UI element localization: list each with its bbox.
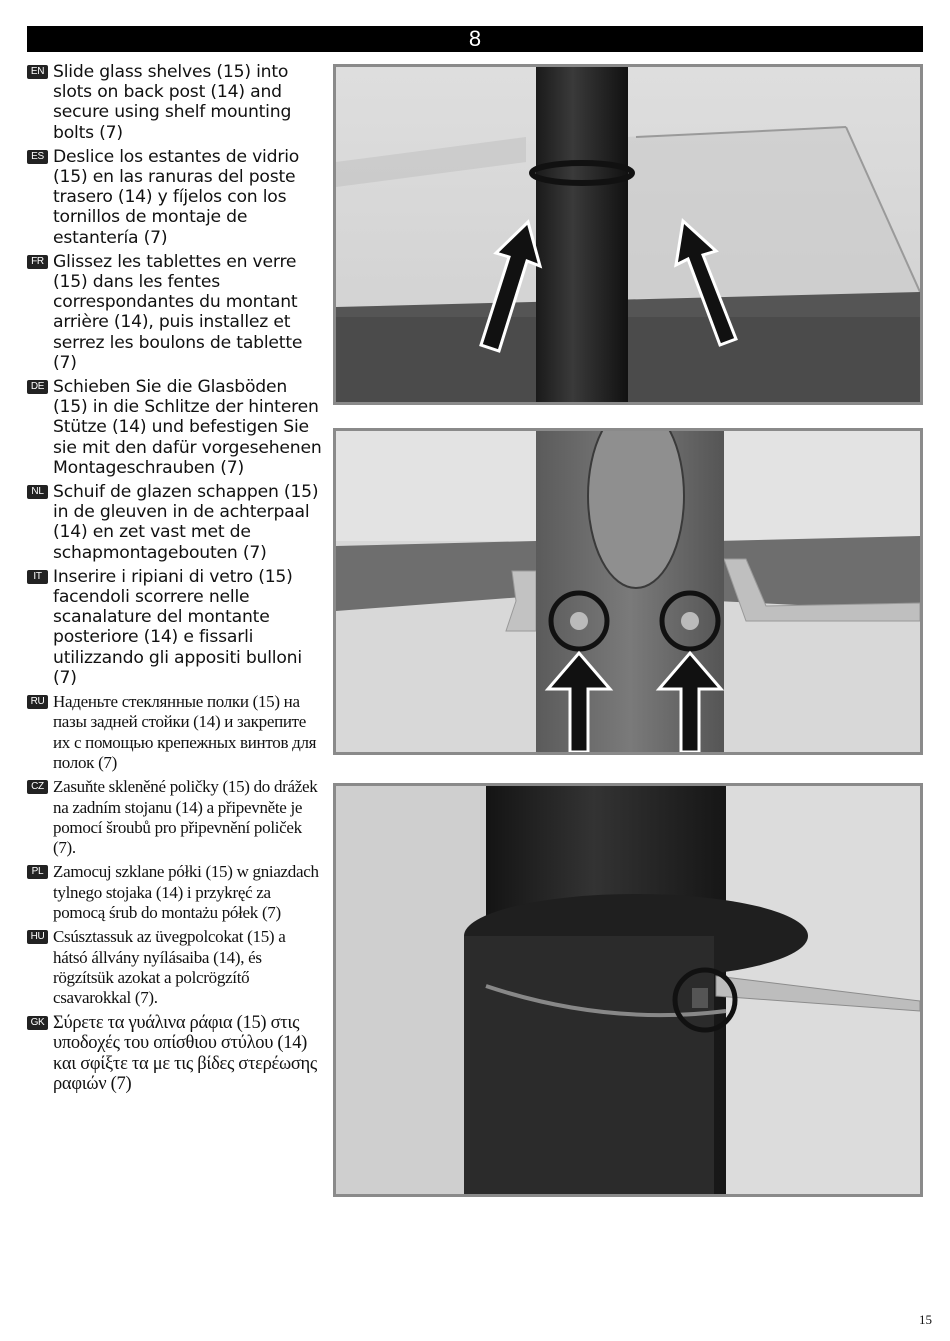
instruction-ru <box>27 692 322 773</box>
back-post <box>536 67 628 402</box>
bolt-icon <box>692 988 708 1008</box>
instruction-text: Inserire i ripiani di vetro (15) facendoli scorrere nelle scanalature del montante posteriore (14) e fissarli utilizzando gli appositi bulloni (7) <box>53 566 302 688</box>
instruction-text: Σύρετε τα γυάλινα ράφια (15) στις υποδοχές του οπίσθιου στύλου (14) και σφίξτε τα με τις βίδες στερέωσης ραφιών (7) <box>53 1012 317 1095</box>
photo-mounting-bolts <box>333 428 923 755</box>
photo-shelf-slide <box>333 64 923 405</box>
instruction-en <box>27 62 322 143</box>
bolt-icon <box>570 612 588 630</box>
shelf-slide-illustration <box>336 67 920 402</box>
language-code-badge: GK <box>27 1016 48 1030</box>
instruction-list <box>27 62 322 1099</box>
language-code-badge: NL <box>27 485 48 499</box>
instruction-cz <box>27 777 322 858</box>
language-code-badge: IT <box>27 570 48 584</box>
instruction-it <box>27 567 322 688</box>
instruction-gk <box>27 1013 322 1095</box>
instruction-text: Glissez les tablettes en verre (15) dans les fentes correspondantes du montant arrière (14), puis installez et serrez les boulons de tablette (7) <box>53 251 303 373</box>
language-code-badge: EN <box>27 65 48 79</box>
step-number-bar: 8 <box>27 26 923 52</box>
shelf-slot-illustration <box>336 786 920 1194</box>
instruction-text: Csúsztassuk az üvegpolcokat (15) a hátsó állvány nyílásaiba (14), és rögzítsük azokat a polcrögzítő csavarokkal (7). <box>53 927 286 1008</box>
language-code-badge: ES <box>27 150 48 164</box>
mounting-bolts-illustration <box>336 431 920 752</box>
instruction-hu <box>27 927 322 1008</box>
instruction-text: Slide glass shelves (15) into slots on back post (14) and secure using shelf mounting bolts (7) <box>53 62 292 143</box>
instruction-es <box>27 147 322 248</box>
instruction-text: Наденьте стеклянные полки (15) на пазы задней стойки (14) и закрепите их с помощью крепежных винтов для полок (7) <box>53 692 317 772</box>
bolt-icon <box>681 612 699 630</box>
language-code-badge: RU <box>27 695 48 709</box>
instruction-text: Zasuňte skleněné poličky (15) do drážek na zadním stojanu (14) a připevněte je pomocí šroubů pro připevnění poliček (7). <box>53 777 318 858</box>
instruction-de <box>27 377 322 478</box>
instruction-text: Zamocuj szklane półki (15) w gniazdach tylnego stojaka (14) i przykręć za pomocą śrub do montażu półek (7) <box>53 862 319 923</box>
language-code-badge: CZ <box>27 780 48 794</box>
instruction-nl <box>27 482 322 563</box>
page-number: 15 <box>919 1312 932 1327</box>
instruction-pl <box>27 862 322 923</box>
instruction-text: Deslice los estantes de vidrio (15) en las ranuras del poste trasero (14) y fíjelos con los tornillos de montaje de estantería (7) <box>53 146 300 248</box>
instruction-text: Schuif de glazen schappen (15) in de gleuven in de achterpaal (14) en zet vast met de schapmontagebouten (7) <box>53 482 319 563</box>
language-code-badge: DE <box>27 380 48 394</box>
instruction-text: Schieben Sie die Glasböden (15) in die Schlitze der hinteren Stütze (14) und befestigen Sie sie mit den dafür vorgesehenen Montageschrauben (7) <box>53 377 322 478</box>
photo-shelf-slot-closeup <box>333 783 923 1197</box>
language-code-badge: FR <box>27 255 48 269</box>
language-code-badge: HU <box>27 930 48 944</box>
instruction-fr <box>27 252 322 373</box>
language-code-badge: PL <box>27 865 48 879</box>
